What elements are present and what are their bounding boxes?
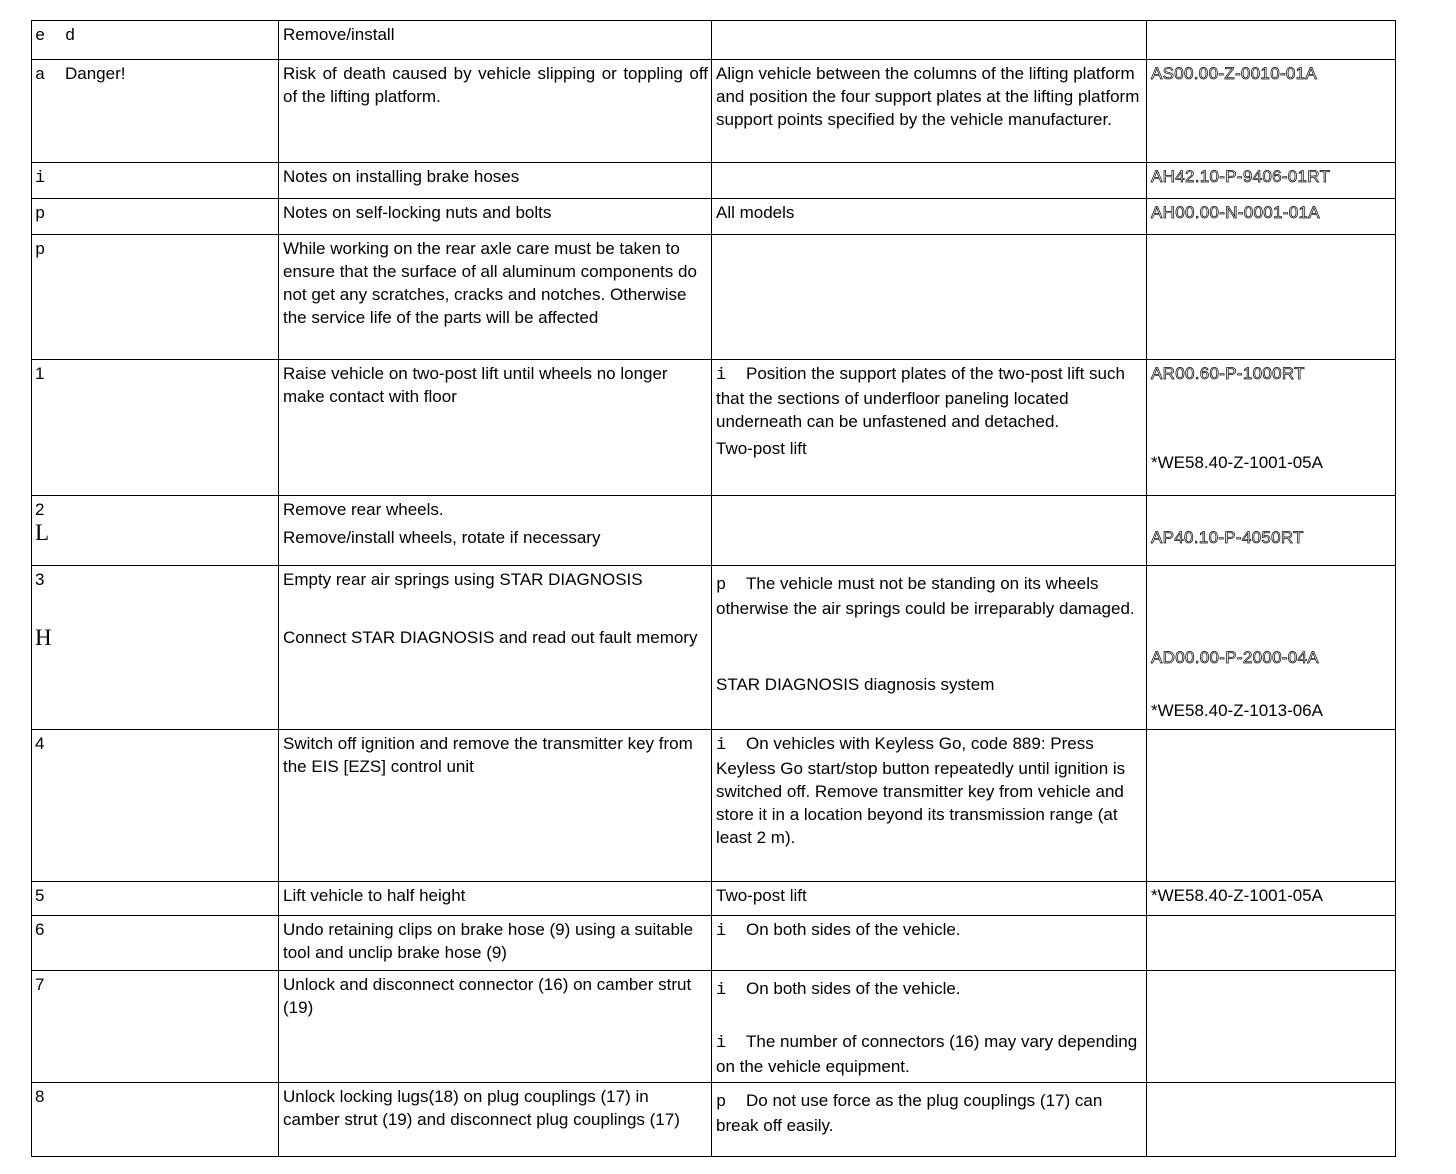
step-text: Unlock locking lugs(18) on plug couplings (17) in camber strut (19) and disconnect plug couplings (17) xyxy=(279,1083,712,1157)
reference-link[interactable]: AD00.00-P-2000-04A xyxy=(1151,648,1319,667)
step-number: 2 xyxy=(35,500,45,519)
step-text: Empty rear air springs using STAR DIAGNOSIS xyxy=(283,570,643,589)
reference-link[interactable]: AP40.10-P-4050RT xyxy=(1151,528,1304,547)
tool-text: STAR DIAGNOSIS diagnosis system xyxy=(716,675,995,694)
substep-text: Connect STAR DIAGNOSIS and read out fault memory xyxy=(283,628,698,647)
table-row xyxy=(32,199,1396,235)
step-number: 7 xyxy=(32,971,279,1083)
diagnosis-icon: H xyxy=(35,625,52,650)
step-number: 3 xyxy=(35,570,45,589)
step-number: 5 xyxy=(32,882,279,916)
tool-reference[interactable]: *WE58.40-Z-1001-05A xyxy=(1151,453,1323,472)
reference-link[interactable]: AH42.10-P-9406-01RT xyxy=(1151,167,1331,186)
step-text: Undo retaining clips on brake hose (9) using a suitable tool and unclip brake hose (9) xyxy=(279,916,712,971)
pointer-icon: p xyxy=(35,241,46,260)
table-row xyxy=(32,163,1396,199)
step-text: Remove/install xyxy=(279,21,712,60)
table-row xyxy=(32,496,1396,566)
step-text: Remove rear wheels. xyxy=(283,500,444,519)
table-row xyxy=(32,60,1396,163)
note-text: The vehicle must not be standing on its wheels otherwise the air springs could be irreparably damaged. xyxy=(716,574,1135,618)
step-text: Switch off ignition and remove the transmitter key from the EIS [EZS] control unit xyxy=(279,730,712,882)
note-text: On vehicles with Keyless Go, code 889: Press Keyless Go start/stop button repeatedly until ignition is switched off. Remove transmitter key from vehicle and store it in a location beyond its transmission range (at least 2 m). xyxy=(716,734,1126,847)
link-icon: L xyxy=(35,520,50,545)
reference-link[interactable]: AR00.60-P-1000RT xyxy=(1151,364,1305,383)
info-icon: i xyxy=(35,169,46,188)
step-text: Lift vehicle to half height xyxy=(279,882,712,916)
table-row xyxy=(32,971,1396,1083)
note-text: Align vehicle between the columns of the lifting platform and position the four support plates at the lifting platform support points specified by the vehicle manufacturer. xyxy=(712,60,1147,163)
note-text: On both sides of the vehicle. xyxy=(746,979,961,998)
tool-text: Two-post lift xyxy=(712,882,1147,916)
table-row xyxy=(32,235,1396,360)
tool-text: Two-post lift xyxy=(716,439,807,458)
step-text: Risk of death caused by vehicle slipping or toppling off of the lifting platform. xyxy=(279,60,712,163)
step-number: 4 xyxy=(32,730,279,882)
step-number: 1 xyxy=(32,360,279,496)
step-text: Raise vehicle on two-post lift until wheels no longer make contact with floor xyxy=(279,360,712,496)
note-text: The number of connectors (16) may vary depending on the vehicle equipment. xyxy=(716,1032,1138,1076)
tool-reference[interactable]: *WE58.40-Z-1013-06A xyxy=(1151,701,1323,720)
step-number: 6 xyxy=(32,916,279,971)
step-text: While working on the rear axle care must be taken to ensure that the surface of all aluminum components do not get any scratches, cracks and notches. Otherwise the service life of the parts will be affected xyxy=(279,235,712,360)
table-row xyxy=(32,730,1396,882)
step-number: 8 xyxy=(32,1083,279,1157)
substep-text: Remove/install wheels, rotate if necessary xyxy=(283,528,601,547)
table-row xyxy=(32,1083,1396,1157)
reference-link[interactable]: AH00.00-N-0001-01A xyxy=(1151,203,1320,222)
table-row xyxy=(32,566,1396,730)
danger-label: Danger! xyxy=(65,64,126,83)
reference-link[interactable]: AS00.00-Z-0010-01A xyxy=(1151,64,1318,83)
symbol-d: d xyxy=(65,27,76,46)
table-row xyxy=(32,916,1396,971)
info-icon: i xyxy=(716,736,727,755)
table-row xyxy=(32,882,1396,916)
note-text: All models xyxy=(712,199,1147,235)
info-icon: i xyxy=(716,1034,727,1053)
procedure-table xyxy=(31,20,1396,1157)
step-text: Notes on installing brake hoses xyxy=(279,163,712,199)
note-text: Position the support plates of the two-post lift such that the sections of underfloor paneling located underneath can be unfastened and detached. xyxy=(716,364,1125,431)
note-text: Do not use force as the plug couplings (17) can break off easily. xyxy=(716,1091,1103,1135)
step-text: Notes on self-locking nuts and bolts xyxy=(279,199,712,235)
pointer-icon: p xyxy=(716,1093,727,1112)
info-icon: i xyxy=(716,366,727,385)
note-text: On both sides of the vehicle. xyxy=(746,920,961,939)
table-row xyxy=(32,21,1396,60)
danger-icon: a xyxy=(35,66,46,85)
step-text: Unlock and disconnect connector (16) on camber strut (19) xyxy=(279,971,712,1083)
tool-reference[interactable]: *WE58.40-Z-1001-05A xyxy=(1151,886,1323,905)
symbol-e: e xyxy=(35,27,46,46)
info-icon: i xyxy=(716,981,727,1000)
pointer-icon: p xyxy=(35,205,46,224)
pointer-icon: p xyxy=(716,576,727,595)
info-icon: i xyxy=(716,922,727,941)
table-row xyxy=(32,360,1396,496)
